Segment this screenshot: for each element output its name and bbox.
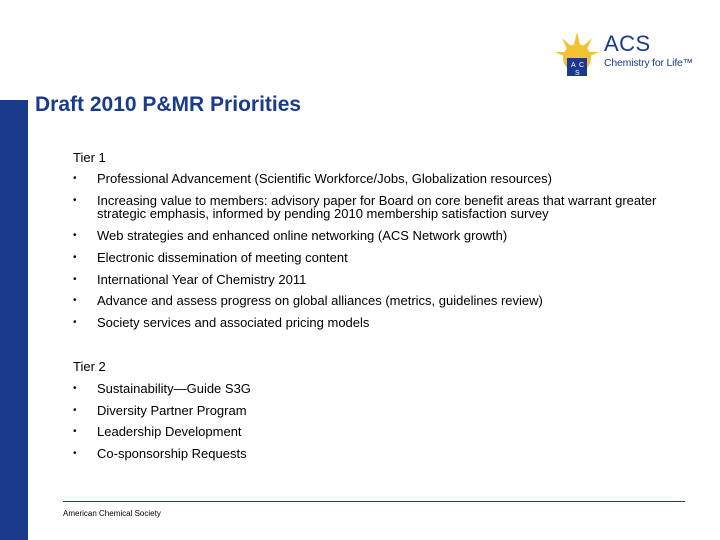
tier1-item: International Year of Chemistry 2011 bbox=[97, 272, 307, 287]
tier1-item: Web strategies and enhanced online networking (ACS Network growth) bbox=[97, 228, 508, 243]
badge-letter-c: C bbox=[579, 62, 585, 69]
tier1-bullet: • bbox=[73, 230, 77, 241]
badge-letter-s: S bbox=[575, 70, 580, 77]
tier2-item: Leadership Development bbox=[97, 424, 242, 439]
tier2-bullet: • bbox=[73, 426, 77, 437]
tier1-bullet: • bbox=[73, 274, 77, 285]
tier1-bullet: • bbox=[73, 317, 77, 328]
footer-text: American Chemical Society bbox=[63, 509, 161, 518]
acs-logo bbox=[552, 30, 702, 80]
tier1-item: Advance and assess progress on global alliances (metrics, guidelines review) bbox=[97, 293, 543, 308]
tier1-item: Society services and associated pricing models bbox=[97, 315, 370, 330]
tier2-item: Diversity Partner Program bbox=[97, 403, 247, 418]
tier1-item: Increasing value to members: advisory paper for Board on core benefit areas that warrant greater strategic emphasis, informed by pending 2010 membership satisfaction survey bbox=[97, 193, 657, 221]
tier1-bullet: • bbox=[73, 295, 77, 306]
tier1-item: Professional Advancement (Scientific Workforce/Jobs, Globalization resources) bbox=[97, 171, 552, 186]
tier1-bullet: • bbox=[73, 195, 77, 206]
tier1-bullet: • bbox=[73, 252, 77, 263]
logo-tagline: Chemistry for Life™ bbox=[604, 57, 693, 69]
tier2-bullet: • bbox=[73, 448, 77, 459]
side-bar-top-gap bbox=[0, 0, 28, 100]
footer-divider bbox=[63, 501, 685, 502]
acs-emblem-icon bbox=[552, 30, 602, 80]
badge-letter-a: A bbox=[571, 62, 576, 69]
tier1-bullet: • bbox=[73, 173, 77, 184]
tier2-item: Co-sponsorship Requests bbox=[97, 446, 247, 461]
tier1-item: Electronic dissemination of meeting content bbox=[97, 250, 348, 265]
tier2-item: Sustainability—Guide S3G bbox=[97, 381, 251, 396]
logo-name: ACS bbox=[604, 31, 651, 56]
tier2-bullet: • bbox=[73, 405, 77, 416]
slide-title: Draft 2010 P&MR Priorities bbox=[35, 93, 302, 116]
tier2-label: Tier 2 bbox=[73, 359, 106, 374]
tier1-label: Tier 1 bbox=[73, 150, 106, 165]
tier2-bullet: • bbox=[73, 383, 77, 394]
